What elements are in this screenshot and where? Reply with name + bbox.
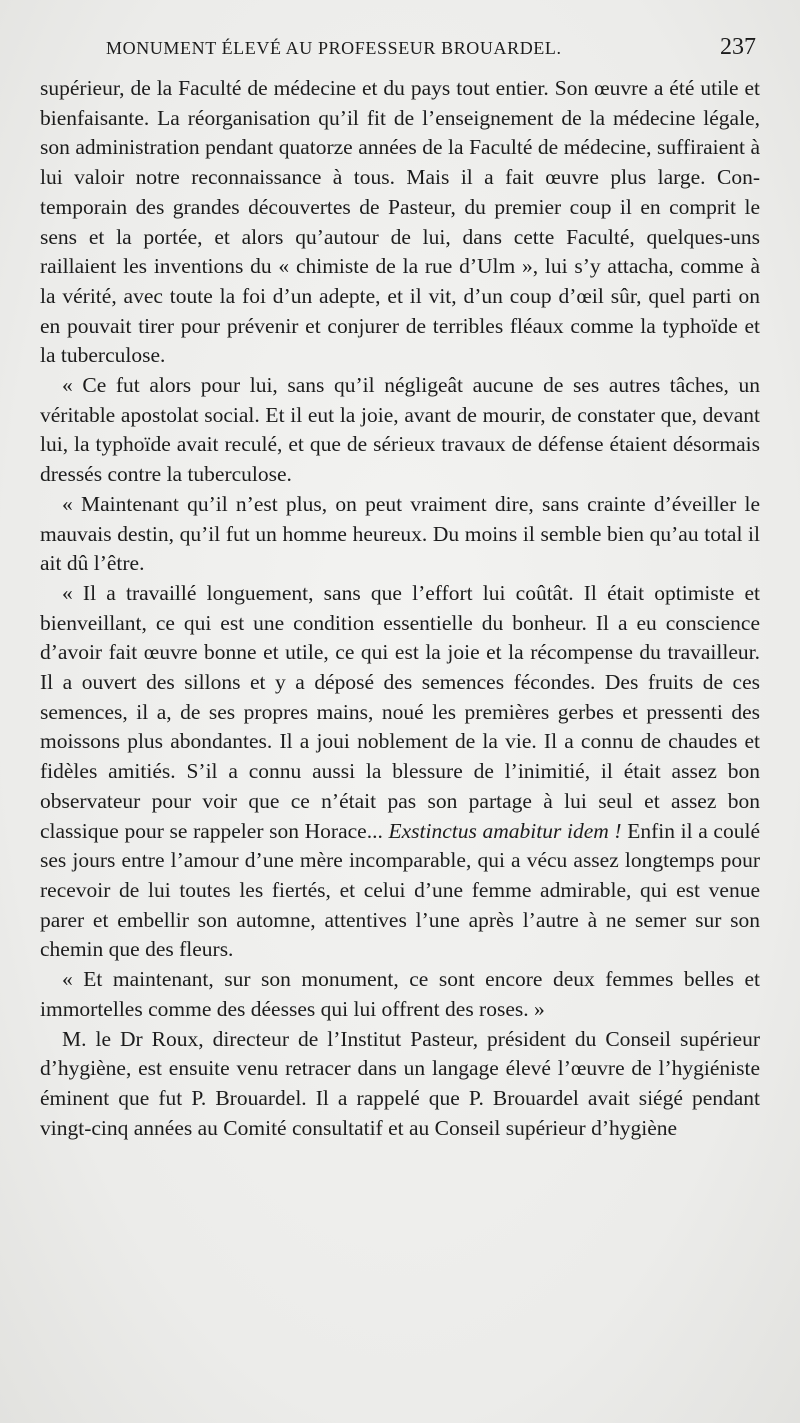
paragraph-roses: « Et maintenant, sur son monument, ce sont encore deux femmes belles et immortelles comme des déesses qui lui offrent des roses. » bbox=[40, 967, 760, 1021]
paragraph-continuation: supérieur, de la Faculté de médecine et du pays tout entier. Son œuvre a été utile et bienfaisante. La réorganisation qu’il fit de l’enseignement de la médecine légale, son administration pendant quatorze années de la Faculté de médecine, suffiraient à lui valoir notre reconnaissance à tous. Mais il a fait œuvre plus large. Contemporain des grandes découvertes de Pasteur, du premier coup il en comprit le sens et la portée, et alors qu’autour de lui, dans cette Faculté, quelques-uns raillaient les inventions du « chimiste de la rue d’Ulm », lui s’y attacha, comme à la vérité, avec toute la foi d’un adepte, et il vit, d’un coup d’œil sûr, quel parti on en pouvait tirer pour prévenir et conjurer de terribles fléaux comme la typhoïde et la tuberculose. bbox=[40, 76, 760, 368]
page-number: 237 bbox=[720, 34, 756, 60]
paragraph-text-before: « Il a travaillé longuement, sans que l’effort lui coûtât. Il était optimiste et bienveillant, ce qui est une condition essentielle du bonheur. Il a eu conscience d’avoir fait œuvre bonne et utile, ce qui est la joie et la récompense du travailleur. Il a ouvert des sillons et y a déposé des semences fécondes. Des fruits de ces semences, il a, de ses propres mains, noué les premières gerbes et pressenti des moissons plus abondantes. Il a joui noblement de la vie. Il a connu de chaudes et fidèles amitiés. S’il a connu aussi la blessure de l’inimitié, il était assez bon observateur pour voir que ce n’était pas son partage à lui seul et assez bon classique pour se rappeler son Horace... bbox=[40, 580, 760, 843]
running-head-title: MONUMENT ÉLEVÉ AU PROFESSEUR BROUARDEL. bbox=[106, 38, 562, 58]
paragraph-apostolat: « Ce fut alors pour lui, sans qu’il négligeât aucune de ses autres tâches, un véritable apostolat social. Et il eut la joie, avant de mourir, de constater que, devant lui, la typhoïde avait reculé, et que de sérieux travaux de défense étaient désormais dressés contre la tuberculose. bbox=[40, 373, 760, 487]
paragraph-text-after: Enfin il a coulé ses jours entre l’amour d’une mère incomparable, qui a vécu assez longtemps pour recevoir de lui toutes les fiertés, et celui d’une femme admirable, qui est venue parer et embellir son automne, attentives l’une après l’autre à ne semer sur son chemin que des fleurs. bbox=[40, 818, 760, 962]
body-text bbox=[40, 74, 760, 1143]
running-head bbox=[106, 34, 756, 74]
paragraph-dr-roux: M. le Dr Roux, directeur de l’Institut Pasteur, président du Conseil supérieur d’hygiène, est ensuite venu retracer dans un langage élevé l’œuvre de l’hygiéniste éminent que fut P. Brouardel. Il a rappelé que P. Brouardel avait siégé pendant vingt-cinq années au Comité consultatif et au Conseil supérieur d’hygiène bbox=[40, 1026, 760, 1140]
latin-quotation: Exstinctus amabitur idem ! bbox=[388, 818, 622, 843]
paragraph-homme-heureux: « Maintenant qu’il n’est plus, on peut vraiment dire, sans crainte d’éveiller le mauvais destin, qu’il fut un homme heureux. Du moins il semble bien qu’au total il ait dû l’être. bbox=[40, 491, 760, 576]
paragraph-travaille-longuement bbox=[40, 579, 760, 965]
